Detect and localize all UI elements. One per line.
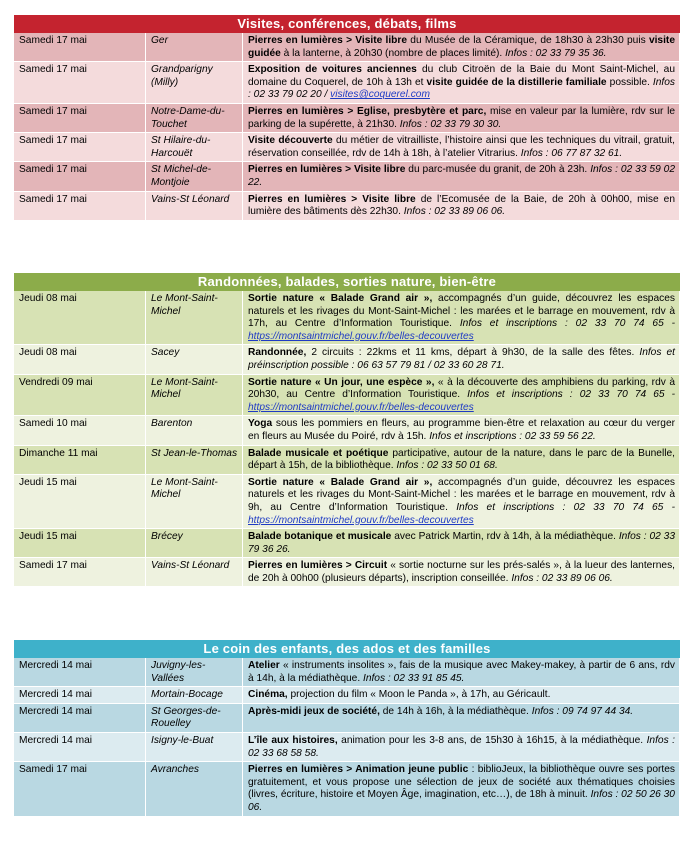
event-place: Barenton [146, 416, 243, 445]
events-table [14, 658, 680, 817]
event-place: St Hilaire-du-Harcouët [146, 133, 243, 162]
event-place: Notre-Dame-du-Touchet [146, 103, 243, 132]
table-row [14, 474, 680, 528]
table-row [14, 658, 680, 687]
table-row [14, 687, 680, 704]
website-link[interactable]: https://montsaintmichel.gouv.fr/belles-decouvertes [248, 401, 474, 413]
event-place: Le Mont-Saint-Michel [146, 474, 243, 528]
section-enfants [14, 640, 680, 817]
event-place: Isigny-le-Buat [146, 732, 243, 761]
event-place: Sacey [146, 345, 243, 374]
event-date: Samedi 10 mai [14, 416, 146, 445]
event-place: Mortain-Bocage [146, 687, 243, 704]
event-place: St Michel-de-Montjoie [146, 162, 243, 191]
event-description: Cinéma, projection du film « Moon le Panda », à 17h, au Géricault. [243, 687, 680, 704]
event-place: St Jean-le-Thomas [146, 445, 243, 474]
event-date: Samedi 17 mai [14, 103, 146, 132]
table-row [14, 762, 680, 816]
event-date: Jeudi 08 mai [14, 345, 146, 374]
event-description: Balade musicale et poétique participative, autour de la nature, dans le parc de la Bunelle, départ à 15h, de la bibliothèque. Infos : 02 33 50 01 68. [243, 445, 680, 474]
event-date: Jeudi 15 mai [14, 474, 146, 528]
event-date: Samedi 17 mai [14, 558, 146, 587]
website-link[interactable]: https://montsaintmichel.gouv.fr/belles-decouvertes [248, 514, 474, 526]
event-description: Exposition de voitures anciennes du club Citroën de la Baie du Mont Saint-Michel, au domaine du Coquerel, de 10h à 13h et visite guidée de la distillerie familiale possible. Infos : 02 33 79 02 20 / visites@coquerel.com [243, 62, 680, 104]
event-place: Ger [146, 33, 243, 62]
table-row [14, 291, 680, 345]
event-description: Pierres en lumières > Visite libre du parc-musée du granit, de 20h à 23h. Infos : 02 33 59 02 22. [243, 162, 680, 191]
table-row [14, 191, 680, 220]
table-row [14, 133, 680, 162]
event-description: Sortie nature « Balade Grand air », accompagnés d’un guide, découvrez les espaces naturels et les rivages du Mont-Saint-Michel : les marées et le barrage en mouvement, rdv à 17h, au Centre d’Information Touristique. Infos et inscriptions : 02 33 70 74 65 - https://montsaintmichel.gouv.fr/belles-decouvertes [243, 291, 680, 345]
event-date: Dimanche 11 mai [14, 445, 146, 474]
event-description: Balade botanique et musicale avec Patrick Martin, rdv à 14h, à la médiathèque. Infos : 02 33 79 36 26. [243, 529, 680, 558]
event-date: Mercredi 14 mai [14, 658, 146, 687]
table-row [14, 374, 680, 416]
email-link[interactable]: visites@coquerel.com [330, 89, 430, 101]
event-date: Mercredi 14 mai [14, 732, 146, 761]
event-place: Vains-St Léonard [146, 191, 243, 220]
table-row [14, 558, 680, 587]
table-row [14, 345, 680, 374]
event-place: Avranches [146, 762, 243, 816]
event-date: Samedi 17 mai [14, 62, 146, 104]
events-table [14, 33, 680, 221]
event-date: Samedi 17 mai [14, 162, 146, 191]
event-date: Samedi 17 mai [14, 191, 146, 220]
section-title: Visites, conférences, débats, films [14, 15, 680, 33]
table-row [14, 703, 680, 732]
event-date: Mercredi 14 mai [14, 687, 146, 704]
event-place: Brécey [146, 529, 243, 558]
table-row [14, 732, 680, 761]
table-row [14, 529, 680, 558]
event-place: Grandparigny (Milly) [146, 62, 243, 104]
table-row [14, 62, 680, 104]
event-place: Le Mont-Saint-Michel [146, 291, 243, 345]
event-place: Le Mont-Saint-Michel [146, 374, 243, 416]
section-randonnees [14, 273, 680, 587]
event-description: Randonnée, 2 circuits : 22kms et 11 kms, départ à 9h30, de la salle des fêtes. Infos et préinscription possible : 06 63 57 79 81 / 02 33 60 28 71. [243, 345, 680, 374]
event-place: Juvigny-les-Vallées [146, 658, 243, 687]
event-date: Mercredi 14 mai [14, 703, 146, 732]
table-row [14, 416, 680, 445]
event-date: Jeudi 08 mai [14, 291, 146, 345]
table-row [14, 445, 680, 474]
section-title: Randonnées, balades, sorties nature, bien-être [14, 273, 680, 291]
event-description: Yoga sous les pommiers en fleurs, au programme bien-être et relaxation au cœur du verger en fleurs au Musée du Poiré, rdv à 15h. Infos et inscriptions : 02 33 59 56 22. [243, 416, 680, 445]
table-row [14, 103, 680, 132]
event-date: Samedi 17 mai [14, 762, 146, 816]
event-date: Vendredi 09 mai [14, 374, 146, 416]
event-description: Atelier « instruments insolites », fais de la musique avec Makey-makey, à partir de 6 ans, rdv à 14h, à la médiathèque. Infos : 02 33 91 85 45. [243, 658, 680, 687]
event-description: Visite découverte du métier de vitrailliste, l’histoire ainsi que les techniques du vitrail, gratuit, réservation conseillée, rdv de 14h à 18h, à l’atelier Vitrarius. Infos : 06 77 87 32 61. [243, 133, 680, 162]
event-description: Après-midi jeux de société, de 14h à 16h, à la médiathèque. Infos : 09 74 97 44 34. [243, 703, 680, 732]
section-title: Le coin des enfants, des ados et des familles [14, 640, 680, 658]
table-row [14, 33, 680, 62]
table-row [14, 162, 680, 191]
website-link[interactable]: https://montsaintmichel.gouv.fr/belles-decouvertes [248, 330, 474, 342]
events-table [14, 291, 680, 587]
event-place: Vains-St Léonard [146, 558, 243, 587]
event-description: Sortie nature « Balade Grand air », accompagnés d’un guide, découvrez les espaces naturels et les rivages du Mont-Saint-Michel : les marées et le barrage en mouvement, rdv à 9h, au Centre d’Information Touristique. Infos et inscriptions : 02 33 70 74 65 - https://montsaintmichel.gouv.fr/belles-decouvertes [243, 474, 680, 528]
event-description: Sortie nature « Un jour, une espèce », « à la découverte des amphibiens du parking, rdv à 20h30, au Centre d’Information Touristique. Infos et inscriptions : 02 33 70 74 65 - https://montsaintmichel.gouv.fr/belles-decouvertes [243, 374, 680, 416]
event-date: Samedi 17 mai [14, 133, 146, 162]
event-place: St Georges-de-Rouelley [146, 703, 243, 732]
event-date: Samedi 17 mai [14, 33, 146, 62]
event-description: Pierres en lumières > Animation jeune public : biblioJeux, la bibliothèque ouvre ses portes gratuitement, et vous propose une sélection de jeux de société aux thématiques choisies (livres, écriture, histoire et Moyen Âge, imagination, etc…), de 18h à minuit. Infos : 02 50 26 30 06. [243, 762, 680, 816]
event-description: Pierres en lumières > Visite libre du Musée de la Céramique, de 18h30 à 23h30 puis visite guidée à la lanterne, à 20h30 (nombre de places limité). Infos : 02 33 79 35 36. [243, 33, 680, 62]
event-description: Pierres en lumières > Eglise, presbytère et parc, mise en valeur par la lumière, rdv sur le parking de la supérette, à 21h30. Infos : 02 33 79 30 30. [243, 103, 680, 132]
event-description: Pierres en lumières > Circuit « sortie nocturne sur les prés-salés », à la lueur des lanternes, de 20h à 00h00 (plusieurs départs), inscription conseillée. Infos : 02 33 89 06 06. [243, 558, 680, 587]
event-description: Pierres en lumières > Visite libre de l’Ecomusée de la Baie, de 20h à 00h00, mise en lumière des bâtiments dès 22h30. Infos : 02 33 89 06 06. [243, 191, 680, 220]
section-visites [14, 15, 680, 221]
event-date: Jeudi 15 mai [14, 529, 146, 558]
event-description: L’île aux histoires, animation pour les 3-8 ans, de 15h30 à 16h15, à la médiathèque. Infos : 02 33 68 58 58. [243, 732, 680, 761]
